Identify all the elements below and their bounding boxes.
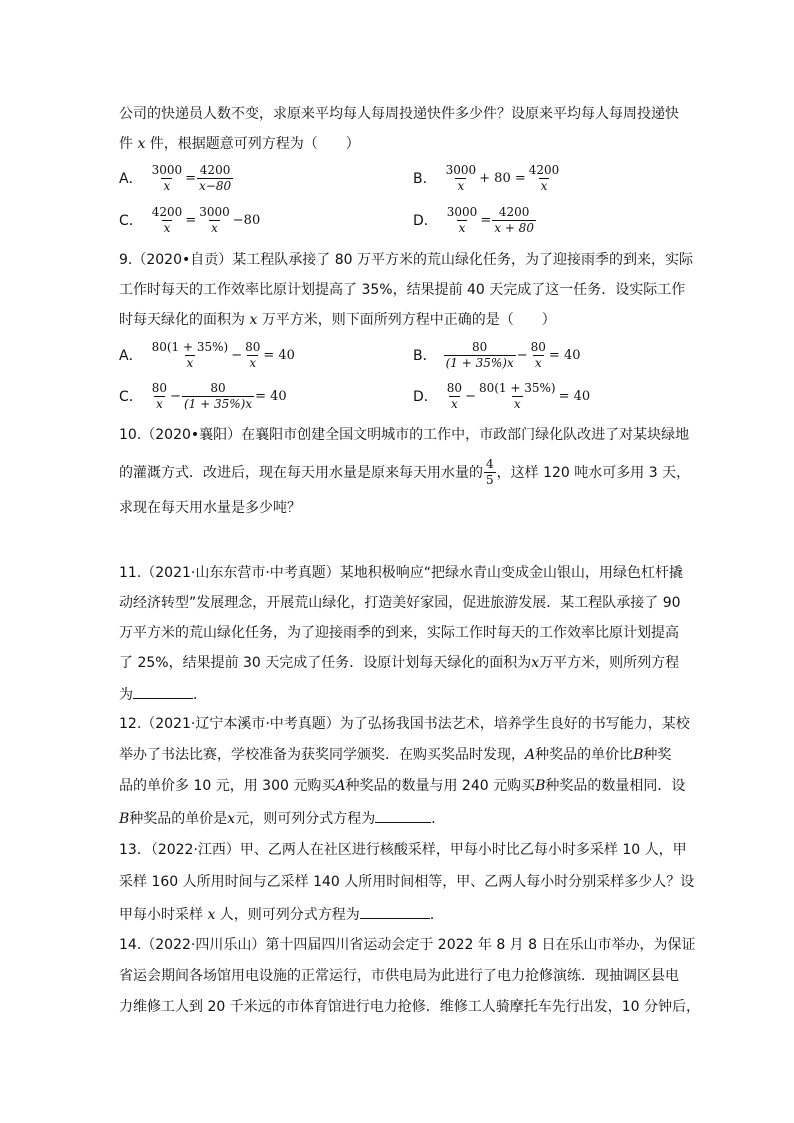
fraction (492, 205, 536, 236)
text: 人，则可列分式方程为 (215, 907, 360, 923)
numerator: 80 (446, 381, 463, 395)
fraction (484, 457, 496, 488)
fraction (150, 163, 185, 194)
text: 件 (119, 136, 138, 152)
option-label: D． (413, 388, 438, 405)
text: 举办了书法比赛，学校准备为获奖同学颁奖．在购买奖品时发现， (119, 747, 525, 763)
q14-line-2: 省运会期间各场馆用电设施的正常运行，市供电局为此进行了电力抢修演练．现抽调区县电 (119, 968, 679, 984)
option-label: B． (413, 170, 437, 187)
text: 的灌溉方式．改进后，现在每天用水量是原来每天用水量的 (119, 464, 483, 481)
q9-option-b (413, 340, 581, 371)
numerator: 80 (151, 381, 168, 395)
numerator: 80 (245, 340, 261, 354)
numerator: 4200 (199, 163, 231, 177)
denominator: x (540, 179, 548, 193)
numerator: 3000 (151, 163, 183, 177)
denominator: x (249, 356, 257, 370)
numerator: 4200 (528, 163, 560, 177)
numerator: 3000 (199, 205, 230, 219)
text: 了 25%，结果提前 30 天完成了任务．设原计划每天绿化的面积为 (119, 655, 532, 671)
operator: = (480, 212, 492, 228)
text: 种奖品的单价是 (129, 811, 228, 827)
operator: − (516, 347, 528, 363)
numerator: 80(1 + 35%) (151, 340, 229, 354)
q10-line-2 (119, 457, 690, 488)
q8-option-a (119, 163, 234, 194)
q11-line-1: 11.（2021·山东东营市·中考真题）某地积极响应“把绿水青山变成金山银山，用绿色杠杆撬 (119, 565, 684, 581)
q9-line-1: 9.（2020•自贡）某工程队承接了 80 万平方米的荒山绿化任务，为了迎接雨季的到来，实际 (119, 252, 693, 268)
fraction (477, 381, 558, 412)
q9-option-c (119, 381, 287, 412)
numerator: 3000 (446, 205, 478, 219)
denominator: x−80 (199, 179, 232, 193)
text: 种奖品的单价比 (535, 747, 634, 763)
operator: = (185, 170, 197, 186)
operator: = (185, 212, 197, 228)
text: 时每天绿化的面积为 (119, 312, 250, 328)
operator: + 80 = (479, 170, 526, 186)
numerator: 80 (530, 340, 546, 354)
fraction (445, 381, 464, 412)
text: ． (431, 811, 446, 827)
fraction (444, 340, 516, 371)
variable: A (335, 778, 346, 794)
denominator: x (156, 397, 163, 411)
variable: x (207, 907, 216, 923)
q9-line-3 (119, 310, 556, 330)
numerator: 4200 (498, 205, 530, 219)
q8-line-1: 公司的快递员人数不变，求原来平均每人每周投递快件多少件？设原来平均每人每周投递快 (119, 106, 679, 122)
q9-line-2: 工作时每天的工作效率比原计划提高了 35%，结果提前 40 天完成了这一任务．设实际工作 (119, 282, 686, 298)
text: 元，则可列分式方程为 (235, 811, 376, 827)
text: 品的单价多 10 元，用 300 元购买 (119, 778, 336, 794)
text: 种奖品的数量相同．设 (545, 778, 686, 794)
numerator: 80(1 + 35%) (478, 381, 556, 395)
q13-line-3 (119, 904, 444, 925)
text: 种奖品的数量与用 240 元购买 (345, 778, 536, 794)
equation-tail: = 40 (263, 347, 295, 363)
variable: x (227, 811, 236, 827)
variable: B (119, 811, 130, 827)
q12-line-4 (119, 808, 445, 829)
operator: − (465, 388, 476, 404)
q12-line-1: 12.（2021·辽宁本溪市·中考真题）为了弘扬我国书法艺术，培养学生良好的书写能力，某校 (119, 716, 690, 732)
denominator: 5 (486, 473, 494, 487)
q8-option-d (413, 205, 537, 236)
denominator: (1 + 35%)x (183, 397, 253, 411)
variable: x (249, 312, 258, 328)
q8-option-b (413, 163, 562, 194)
text: 甲每小时采样 (119, 907, 208, 923)
q9-option-d (413, 381, 590, 412)
fraction (197, 163, 233, 194)
text: 万平方米，则所列方程 (539, 655, 680, 671)
q8-line-2 (119, 134, 360, 154)
denominator: x (513, 397, 521, 411)
numerator: 4 (486, 457, 494, 471)
denominator: x (163, 221, 171, 235)
fraction (529, 340, 548, 371)
equation-tail: = 40 (548, 347, 581, 363)
q11-line-5 (119, 684, 207, 705)
denominator: (1 + 35%)x (445, 356, 514, 370)
fraction (197, 205, 232, 236)
q8-option-c (119, 205, 260, 236)
equation-tail: = 40 (558, 388, 591, 404)
fraction (150, 205, 185, 236)
numerator: 4200 (151, 205, 183, 219)
denominator: x (186, 356, 194, 370)
variable: B (633, 747, 644, 763)
q10-line-3: 求现在每天用水量是多少吨？ (119, 500, 301, 516)
operator: − (170, 388, 181, 404)
denominator: x (458, 221, 466, 235)
text: ． (429, 907, 444, 923)
text: 万平方米，则下面所列方程中正确的是（ ） (257, 312, 556, 328)
fraction (243, 340, 262, 371)
q13-line-1: 13．（2022·江西）甲、乙两人在社区进行核酸采样，甲每小时比乙每小时多采样 10 人，甲 (119, 842, 687, 858)
text: 种奖 (643, 747, 672, 763)
answer-blank[interactable] (375, 808, 431, 823)
text: 为 (119, 687, 133, 703)
q12-line-2 (119, 745, 671, 765)
q14-line-3: 力维修工人到 20 千米远的市体育馆进行电力抢修．维修工人骑摩托车先行出发，10 分钟后， (119, 999, 700, 1015)
q11-line-2: 动经济转型”发展理念，开展荒山绿化，打造美好家园，促进旅游发展．某工程队承接了 90 (119, 595, 681, 611)
denominator: x (163, 179, 171, 193)
q12-line-3 (119, 776, 685, 796)
denominator: x (457, 179, 465, 193)
fraction (445, 205, 480, 236)
q9-option-a (119, 340, 295, 371)
denominator: x (534, 356, 542, 370)
variable: x (137, 136, 146, 152)
fraction (182, 381, 254, 412)
equation-tail: −80 (232, 212, 261, 228)
answer-blank[interactable] (133, 684, 193, 699)
q11-line-3: 万平方米的荒山绿化任务，为了迎接雨季的到来，实际工作时每天的工作效率比原计划提高 (119, 625, 679, 641)
text: ，这样 120 吨水可多用 3 天， (496, 464, 691, 481)
text: 件，根据题意可列方程为（ ） (145, 136, 360, 152)
numerator: 80 (472, 340, 488, 354)
option-label: C． (119, 388, 143, 405)
equation-tail: = 40 (255, 388, 287, 404)
option-label: D． (413, 212, 438, 229)
fraction (527, 163, 562, 194)
text: ． (193, 687, 207, 703)
q10-line-1: 10.（2020•襄阳）在襄阳市创建全国文明城市的工作中，市政部门绿化队改进了对某块绿地 (119, 427, 690, 443)
numerator: 80 (210, 381, 226, 395)
variable: x (531, 655, 540, 671)
option-label: B． (413, 347, 437, 364)
q13-line-2: 采样 160 人所用时间与乙采样 140 人所用时间相等，甲、乙两人每小时分别采样多少人？设 (119, 874, 695, 890)
q14-line-1: 14.（2022·四川乐山）第十四届四川省运动会定于 2022 年 8 月 8 日在乐山市举办，为保证 (119, 937, 696, 953)
denominator: x (451, 397, 458, 411)
option-label: A． (119, 347, 143, 364)
fraction (150, 381, 169, 412)
option-label: C． (119, 212, 143, 229)
option-label: A． (119, 170, 143, 187)
fraction (150, 340, 231, 371)
denominator: x + 80 (494, 221, 534, 235)
operator: − (231, 347, 243, 363)
variable: B (535, 778, 546, 794)
answer-blank[interactable] (360, 904, 430, 919)
variable: A (525, 747, 536, 763)
numerator: 3000 (445, 163, 477, 177)
q11-line-4 (119, 653, 679, 673)
denominator: x (211, 221, 218, 235)
fraction (444, 163, 479, 194)
